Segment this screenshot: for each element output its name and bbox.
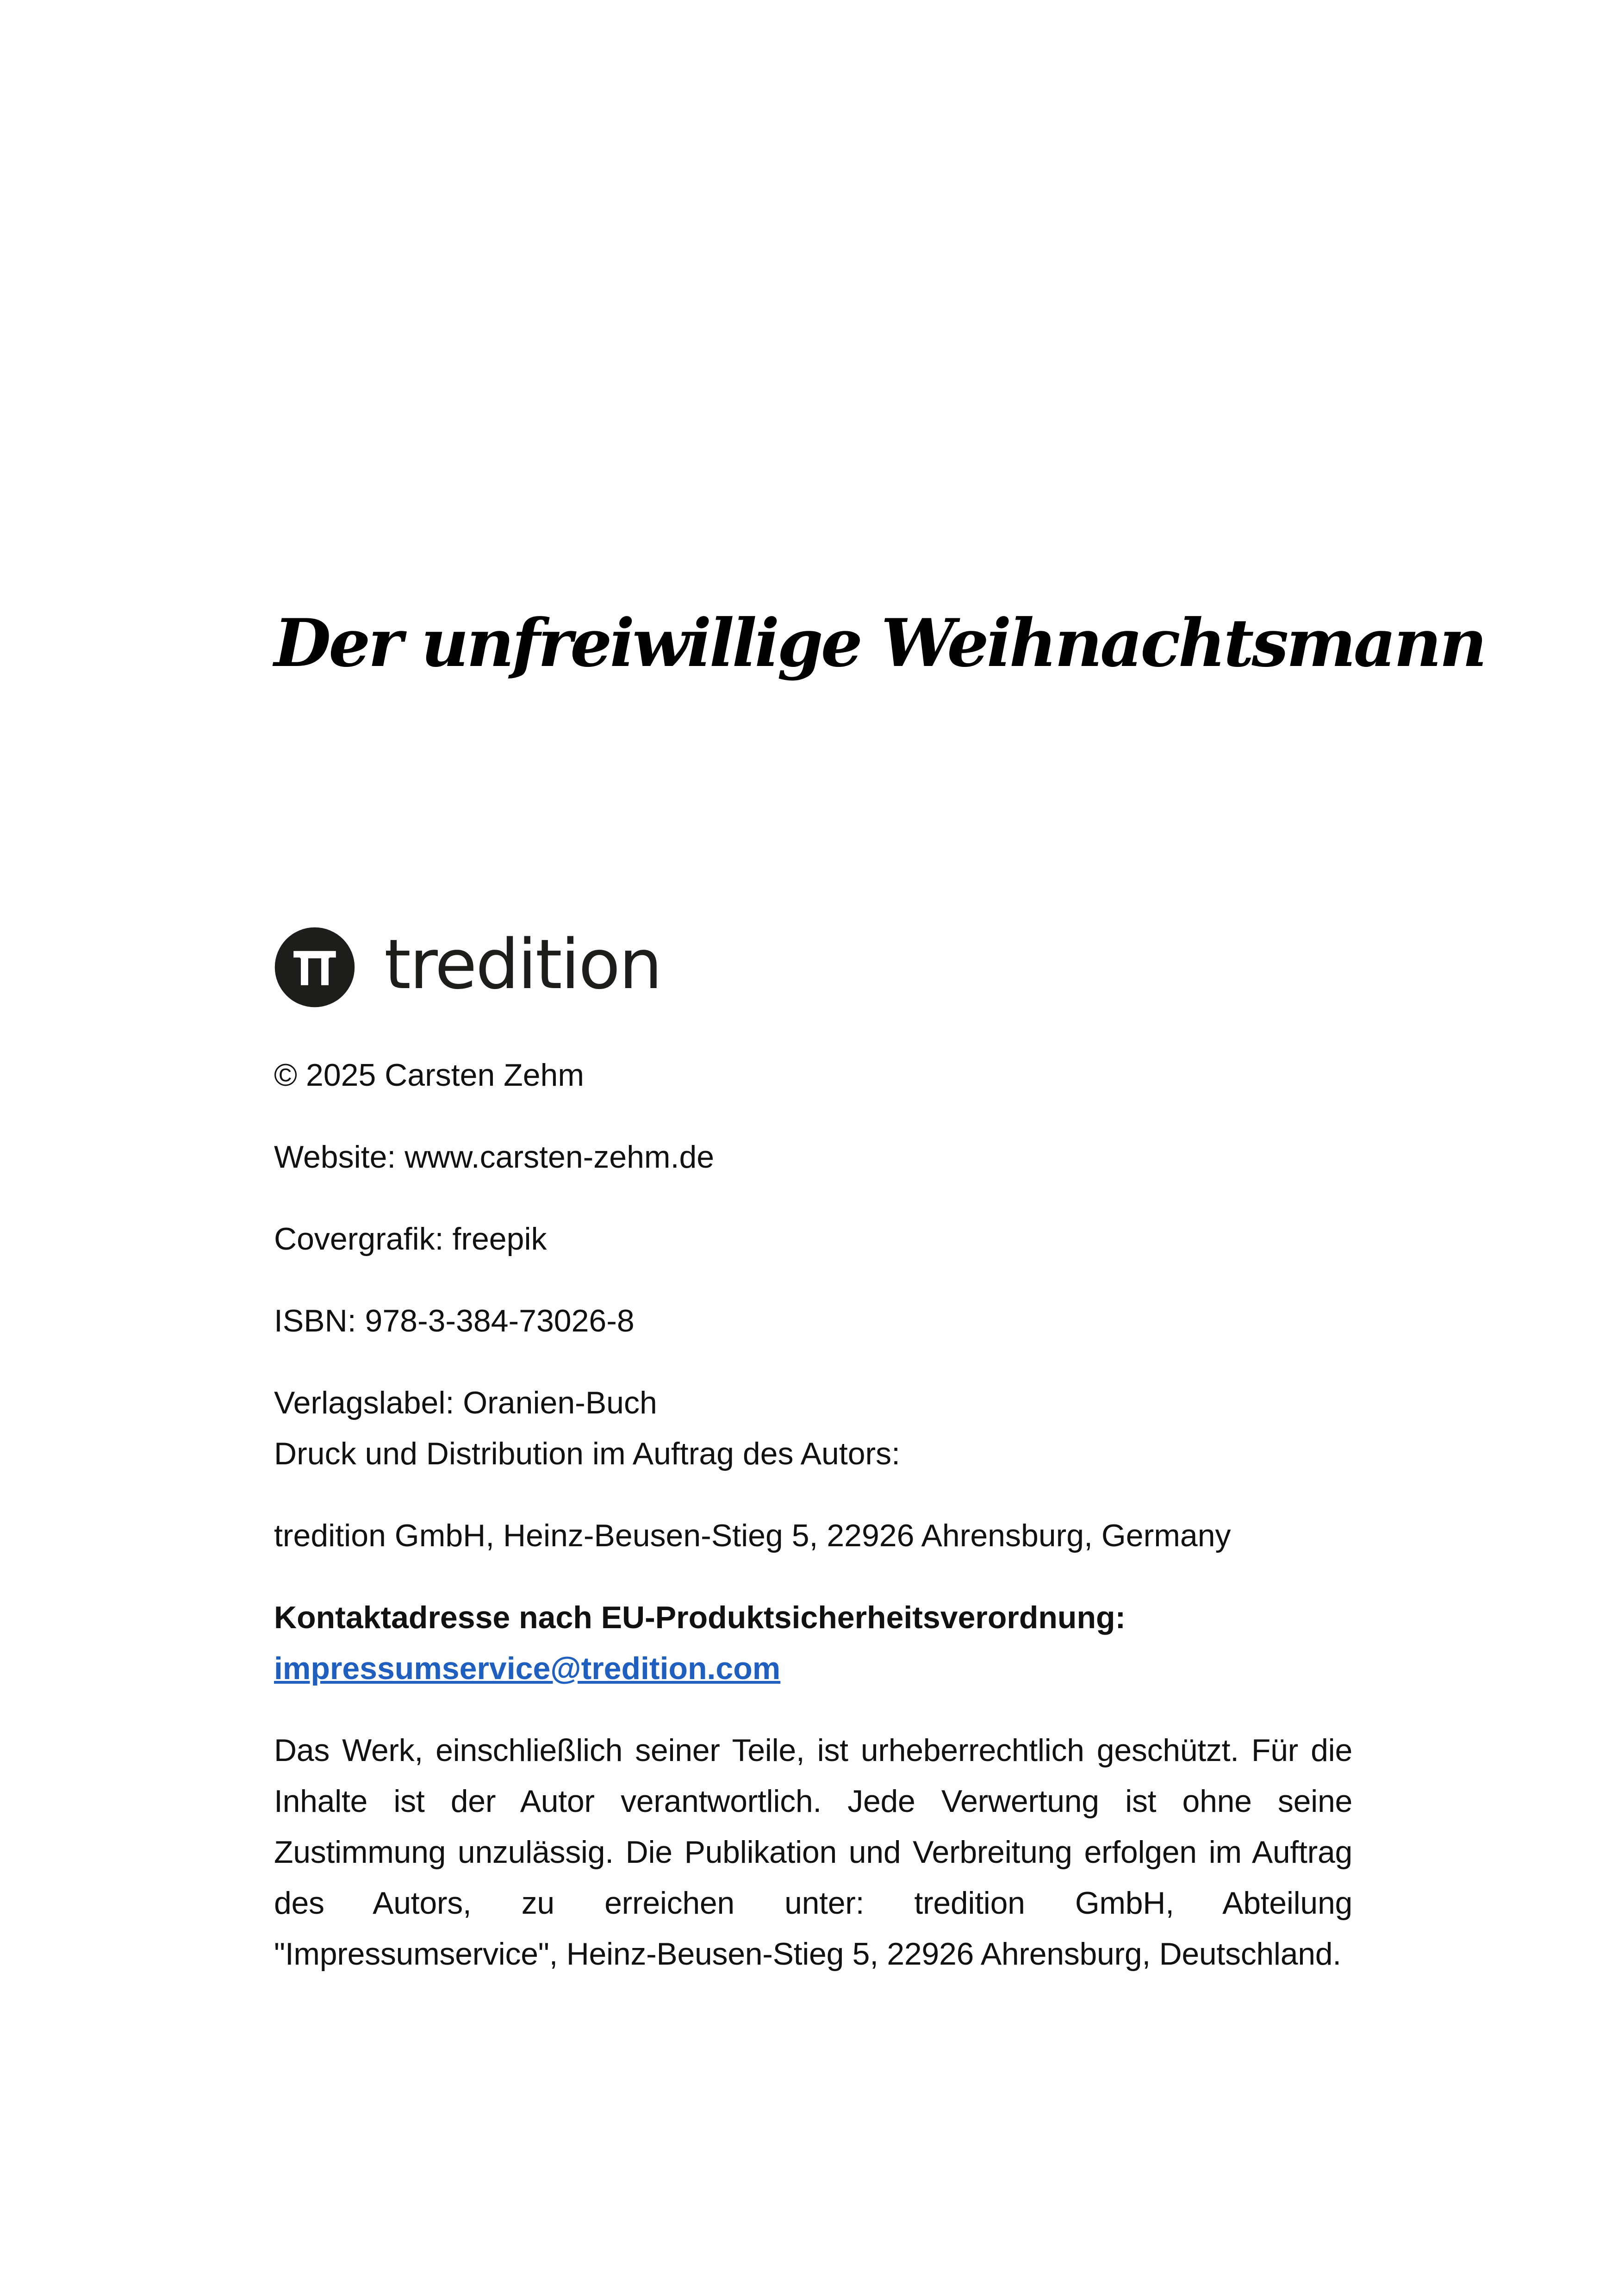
contact-heading: Kontaktadresse nach EU-Produktsicherheitsverordnung: — [274, 1600, 1126, 1635]
distribution-line: Druck und Distribution im Auftrag des Autors: — [274, 1436, 901, 1471]
publisher-label-line: Verlagslabel: Oranien-Buch — [274, 1385, 657, 1420]
publisher-logo — [274, 926, 661, 1009]
book-title: Der unfreiwillige Weihnachtsmann — [274, 605, 1485, 682]
legal-notice: Das Werk, einschließlich seiner Teile, ist urheberrechtlich geschützt. Für die Inhalte ist der Autor verantwortlich. Jede Verwertung ist ohne seine Zustimmung unzulässig. Die Publikation und Verbreitung erfolgen im Auftrag des Autors, zu erreichen unter: tredition GmbH, Abteilung "Impressumservice", Heinz-Beusen-Stieg 5, 22926 Ahrensburg, Deutschland. — [274, 1733, 1352, 1972]
publisher-wordmark: tredition — [384, 925, 661, 1004]
isbn-line: ISBN: 978-3-384-73026-8 — [274, 1303, 635, 1338]
publisher-address-line: tredition GmbH, Heinz-Beusen-Stieg 5, 22926 Ahrensburg, Germany — [274, 1518, 1231, 1553]
contact-block — [274, 1592, 1352, 1694]
label-block — [274, 1377, 1352, 1479]
cover-credit-line: Covergrafik: freepik — [274, 1221, 547, 1257]
contact-email-link[interactable]: impressumservice@tredition.com — [274, 1651, 781, 1686]
tredition-logo-icon — [274, 927, 355, 1008]
website-line: Website: www.carsten-zehm.de — [274, 1139, 715, 1175]
imprint-block — [274, 1050, 1352, 2010]
copyright-line: © 2025 Carsten Zehm — [274, 1058, 584, 1093]
